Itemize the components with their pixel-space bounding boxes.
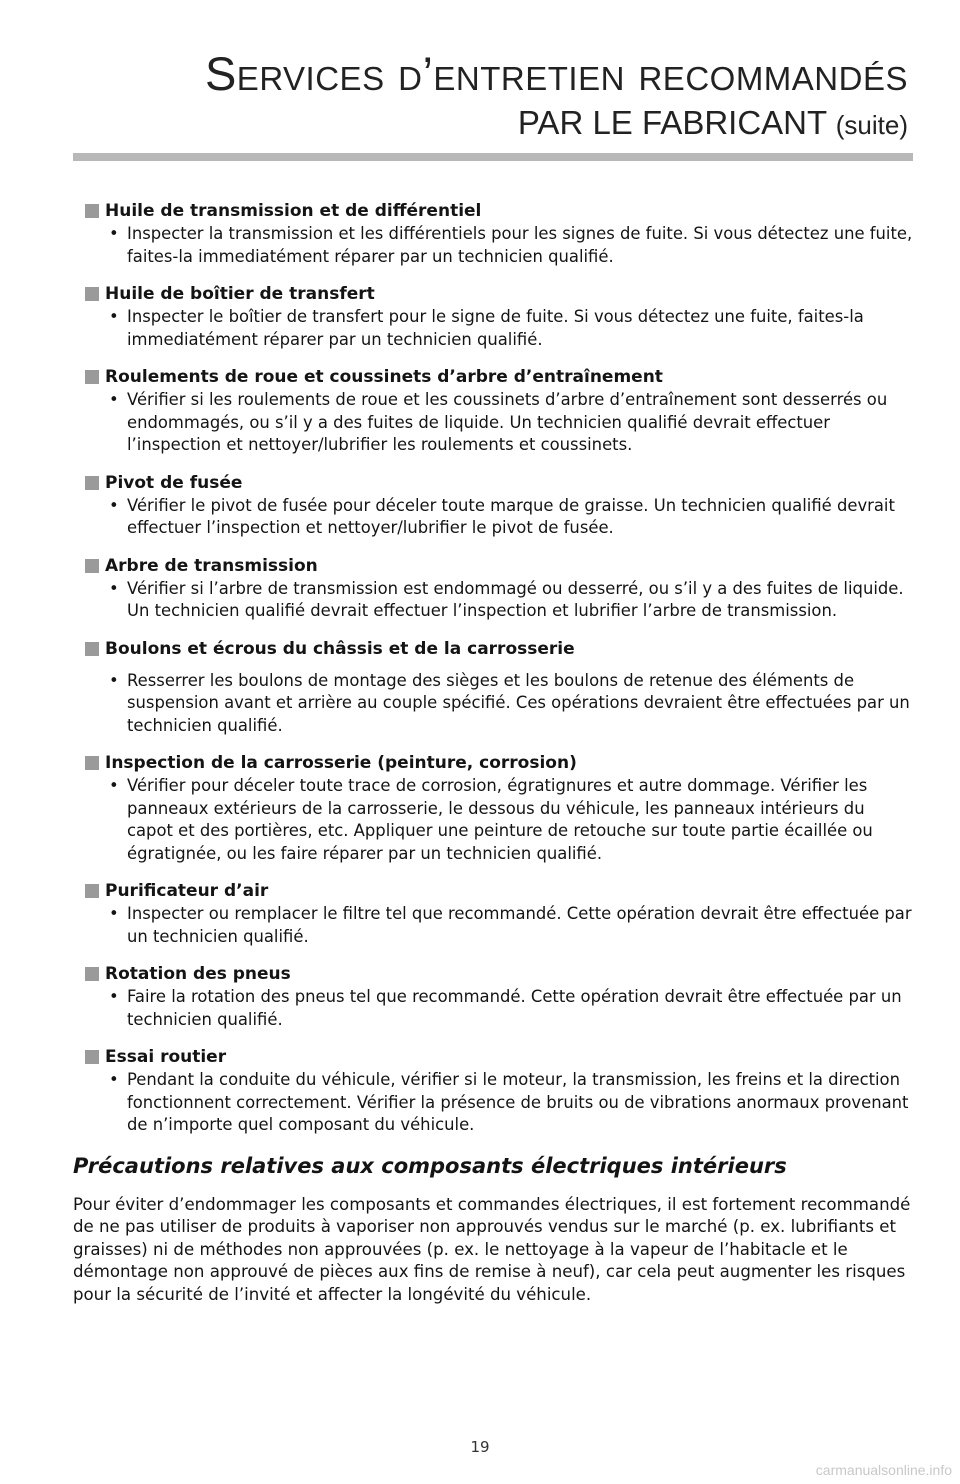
bullet-text: Vérifier pour déceler toute trace de corrosion, égratignures et autre dommage. Vérifier les panneaux extérieurs de la carrosserie, le dessous du véhicule, les panneaux intérieurs du capot et des portières, etc. Appliquer une peinture de retouche sur toute partie écaillée ou égratignée, ou les faire réparer par un technicien qualifié. [127, 776, 873, 863]
bullet-item [73, 495, 915, 540]
bullet-dot-icon: • [109, 776, 119, 795]
square-bullet-icon [85, 204, 99, 218]
bullet-item [73, 306, 915, 351]
maintenance-section [73, 963, 915, 1031]
section-heading-text: Essai routier [105, 1047, 227, 1067]
section-heading-text: Rotation des pneus [105, 964, 291, 984]
bullet-dot-icon: • [109, 670, 119, 690]
bullet-text: Inspecter la transmission et les différentiels pour les signes de fuite. Si vous détectez une fuite, faites-la immediatément réparer par un technicien qualifié. [127, 224, 913, 266]
square-bullet-icon [85, 967, 99, 981]
maintenance-sections [73, 200, 915, 1137]
section-heading-text: Huile de boîtier de transfert [105, 284, 375, 304]
bullet-dot-icon: • [109, 224, 119, 243]
section-heading [73, 752, 915, 774]
maintenance-section [73, 555, 915, 623]
bullet-dot-icon: • [109, 390, 119, 409]
maintenance-section [73, 472, 915, 540]
maintenance-section [73, 200, 915, 268]
bullet-item [73, 775, 915, 865]
section-heading-text: Inspection de la carrosserie (peinture, corrosion) [105, 753, 577, 773]
bullet-text: Faire la rotation des pneus tel que recommandé. Cette opération devrait être effectuée par un technicien qualifié. [127, 987, 902, 1029]
section-heading-text: Pivot de fusée [105, 472, 243, 493]
bullet-text: Pendant la conduite du véhicule, vérifier si le moteur, la transmission, les freins et la direction fonctionnent correctement. Vérifier la présence de bruits ou de vibrations anormaux provenant de n’importe quel composant du véhicule. [127, 1070, 909, 1134]
bullet-item [73, 389, 915, 457]
page-header [0, 0, 960, 170]
section-heading-text: Boulons et écrous du châssis et de la carrosserie [105, 638, 575, 659]
section-heading-text: Roulements de roue et coussinets d’arbre d’entraînement [105, 367, 663, 387]
page-number: 19 [470, 1438, 490, 1456]
bullet-item [73, 223, 915, 268]
section-heading-text: Purificateur d’air [105, 881, 269, 901]
maintenance-section [73, 366, 915, 457]
bullet-dot-icon: • [109, 307, 119, 326]
bullet-text: Inspecter ou remplacer le filtre tel que recommandé. Cette opération devrait être effectuée par un technicien qualifié. [127, 904, 912, 946]
section-heading-text: Huile de transmission et de différentiel [105, 201, 482, 221]
page-subtitle [518, 104, 908, 142]
bullet-dot-icon: • [109, 904, 119, 923]
maintenance-section [73, 638, 915, 738]
content [73, 200, 915, 1306]
header-divider [73, 153, 913, 161]
section-heading [73, 472, 915, 494]
section-heading [73, 1046, 915, 1068]
precautions-body: Pour éviter d’endommager les composants et commandes électriques, il est fortement recommandé de ne pas utiliser de produits à vaporiser non approuvés vendus sur le marché (p. ex. lubrifiants et graisses) ni de méthodes non approuvées (p. ex. le nettoyage à la vapeur de l’habitacle et le démontage non approuvé de pièces aux fins de remise à neuf), car cela peut augmenter les risques pour la sécurité de l’invité et affecter la longévité du véhicule. [73, 1194, 911, 1304]
maintenance-section [73, 1046, 915, 1137]
watermark: carmanualsonline.info [815, 1462, 952, 1478]
section-heading [73, 200, 915, 222]
section-heading-text: Arbre de transmission [105, 555, 318, 576]
maintenance-section [73, 880, 915, 948]
bullet-text: Resserrer les boulons de montage des sièges et les boulons de retenue des éléments de suspension avant et arrière au couple spécifié. Ces opérations devraient être effectuées par un technicien qualifié. [127, 670, 910, 735]
bullet-dot-icon: • [109, 578, 119, 598]
bullet-dot-icon: • [109, 495, 119, 515]
square-bullet-icon [85, 559, 99, 573]
section-heading [73, 555, 915, 577]
section-heading [73, 880, 915, 902]
bullet-item [73, 578, 915, 623]
square-bullet-icon [85, 756, 99, 770]
square-bullet-icon [85, 642, 99, 656]
bullet-dot-icon: • [109, 987, 119, 1006]
section-heading [73, 963, 915, 985]
precautions-title: Précautions relatives aux composants électriques intérieurs [73, 1153, 787, 1178]
maintenance-section [73, 283, 915, 351]
bullet-text: Vérifier le pivot de fusée pour déceler toute marque de graisse. Un technicien qualifié devrait effectuer l’inspection et nettoyer/lubrifier le pivot de fusée. [127, 495, 895, 537]
subtitle-suffix: (suite) [835, 110, 908, 140]
square-bullet-icon [85, 287, 99, 301]
maintenance-section [73, 752, 915, 865]
bullet-dot-icon: • [109, 1070, 119, 1089]
square-bullet-icon [85, 370, 99, 384]
square-bullet-icon [85, 476, 99, 490]
bullet-item [73, 986, 915, 1031]
page-title: Services d’entretien recommandés [204, 47, 908, 100]
bullet-text: Vérifier si les roulements de roue et les coussinets d’arbre d’entraînement sont desserrés ou endommagés, ou s’il y a des fuites de liquide. Un technicien qualifié devrait effectuer l’inspection et nettoyer/lubrifier les roulements et coussinets. [127, 390, 888, 454]
section-heading [73, 638, 915, 660]
bullet-item [73, 903, 915, 948]
bullet-item [73, 670, 915, 738]
section-heading [73, 283, 915, 305]
square-bullet-icon [85, 884, 99, 898]
subtitle-main: PAR LE FABRICANT [517, 104, 827, 141]
bullet-text: Vérifier si l’arbre de transmission est endommagé ou desserré, ou s’il y a des fuites de liquide. Un technicien qualifié devrait effectuer l’inspection et lubrifier l’arbre de transmission. [127, 578, 904, 620]
bullet-item [73, 1069, 915, 1137]
square-bullet-icon [85, 1050, 99, 1064]
bullet-text: Inspecter le boîtier de transfert pour le signe de fuite. Si vous détectez une fuite, faites-la immediatément réparer par un technicien qualifié. [127, 307, 864, 349]
section-heading [73, 366, 915, 388]
